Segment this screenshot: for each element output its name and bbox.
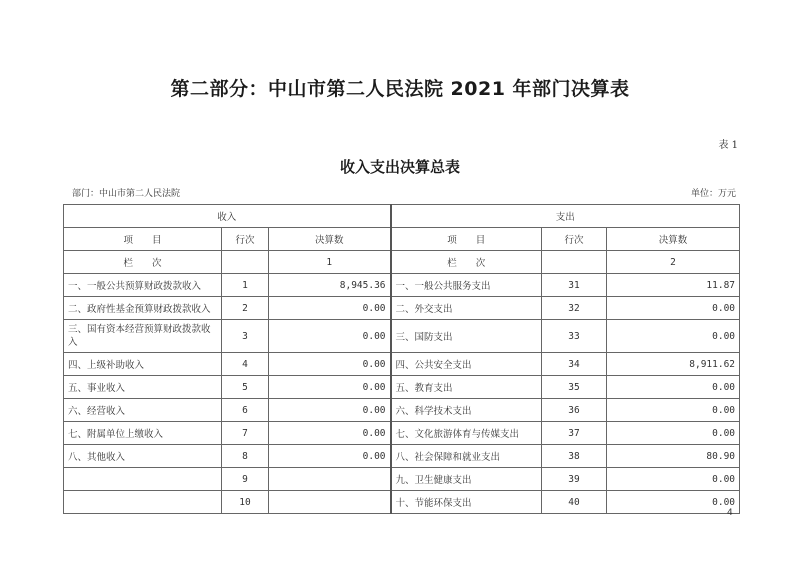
expense-amount: 0.00: [607, 376, 740, 399]
section-header-row: [64, 205, 740, 228]
table-row: [64, 297, 740, 320]
expense-amount: 11.87: [607, 274, 740, 297]
expense-row-no: 32: [542, 297, 607, 320]
expense-row-no: 31: [542, 274, 607, 297]
page-number: 4: [727, 508, 733, 518]
table-row: [64, 353, 740, 376]
income-row-no: 1: [222, 274, 269, 297]
table-row: [64, 491, 740, 514]
income-amount: 0.00: [269, 399, 391, 422]
income-col-row-no: 行次: [222, 228, 269, 251]
income-row-no: 7: [222, 422, 269, 445]
expense-row-no: 39: [542, 468, 607, 491]
expense-lanci-value: 2: [607, 251, 740, 274]
expense-amount: 0.00: [607, 320, 740, 353]
expense-lanci-label: 栏 次: [391, 251, 542, 274]
income-item: 六、经营收入: [64, 399, 222, 422]
expense-amount: 80.90: [607, 445, 740, 468]
income-amount: 0.00: [269, 297, 391, 320]
income-lanci-value: 1: [269, 251, 391, 274]
income-amount: 0.00: [269, 445, 391, 468]
expense-row-no: 35: [542, 376, 607, 399]
income-lanci-label: 栏 次: [64, 251, 222, 274]
income-amount: 0.00: [269, 353, 391, 376]
table-row: [64, 376, 740, 399]
department-label: 部门：中山市第二人民法院: [72, 189, 181, 199]
income-amount: 0.00: [269, 376, 391, 399]
income-row-no: 6: [222, 399, 269, 422]
income-item: 七、附属单位上缴收入: [64, 422, 222, 445]
income-amount: 0.00: [269, 320, 391, 353]
income-item: [64, 491, 222, 514]
income-amount: [269, 491, 391, 514]
income-row-no: 9: [222, 468, 269, 491]
expense-amount: 8,911.62: [607, 353, 740, 376]
page-title: 第二部分：中山市第二人民法院 2021 年部门决算表: [170, 78, 630, 100]
income-item: [64, 468, 222, 491]
expense-item: 一、一般公共服务支出: [391, 274, 542, 297]
table-row: [64, 445, 740, 468]
expense-section-header: 支出: [391, 205, 740, 228]
expense-col-amount: 决算数: [607, 228, 740, 251]
table-row: [64, 399, 740, 422]
expense-row-no: 36: [542, 399, 607, 422]
income-row-no: 4: [222, 353, 269, 376]
expense-amount: 0.00: [607, 491, 740, 514]
table-row: [64, 274, 740, 297]
income-item: 二、政府性基金预算财政拨款收入: [64, 297, 222, 320]
income-item: 一、一般公共预算财政拨款收入: [64, 274, 222, 297]
income-item: 八、其他收入: [64, 445, 222, 468]
table-row: [64, 468, 740, 491]
income-col-item: 项 目: [64, 228, 222, 251]
income-lanci-blank: [222, 251, 269, 274]
unit-label: 单位：万元: [690, 189, 736, 199]
income-item: 四、上级补助收入: [64, 353, 222, 376]
income-item: 五、事业收入: [64, 376, 222, 399]
lanci-row: [64, 251, 740, 274]
expense-row-no: 33: [542, 320, 607, 353]
expense-item: 九、卫生健康支出: [391, 468, 542, 491]
expense-item: 七、文化旅游体育与传媒支出: [391, 422, 542, 445]
table-number: 表 1: [718, 140, 738, 151]
income-col-amount: 决算数: [269, 228, 391, 251]
expense-item: 三、国防支出: [391, 320, 542, 353]
expense-amount: 0.00: [607, 422, 740, 445]
expense-item: 五、教育支出: [391, 376, 542, 399]
expense-row-no: 38: [542, 445, 607, 468]
column-header-row: [64, 228, 740, 251]
expense-col-row-no: 行次: [542, 228, 607, 251]
income-row-no: 10: [222, 491, 269, 514]
expense-item: 四、公共安全支出: [391, 353, 542, 376]
table-row: [64, 422, 740, 445]
expense-item: 八、社会保障和就业支出: [391, 445, 542, 468]
table-row: [64, 320, 740, 353]
income-row-no: 2: [222, 297, 269, 320]
income-row-no: 3: [222, 320, 269, 353]
expense-item: 二、外交支出: [391, 297, 542, 320]
income-row-no: 5: [222, 376, 269, 399]
expense-row-no: 37: [542, 422, 607, 445]
income-amount: 0.00: [269, 422, 391, 445]
income-section-header: 收入: [64, 205, 391, 228]
expense-item: 十、节能环保支出: [391, 491, 542, 514]
income-amount: [269, 468, 391, 491]
income-row-no: 8: [222, 445, 269, 468]
expense-amount: 0.00: [607, 468, 740, 491]
expense-lanci-blank: [542, 251, 607, 274]
expense-row-no: 40: [542, 491, 607, 514]
expense-row-no: 34: [542, 353, 607, 376]
income-amount: 8,945.36: [269, 274, 391, 297]
income-item: 三、国有资本经营预算财政拨款收入: [64, 320, 222, 353]
income-expense-summary-table: [63, 204, 740, 514]
expense-item: 六、科学技术支出: [391, 399, 542, 422]
expense-amount: 0.00: [607, 297, 740, 320]
expense-col-item: 项 目: [391, 228, 542, 251]
table-title: 收入支出决算总表: [339, 158, 460, 176]
expense-amount: 0.00: [607, 399, 740, 422]
